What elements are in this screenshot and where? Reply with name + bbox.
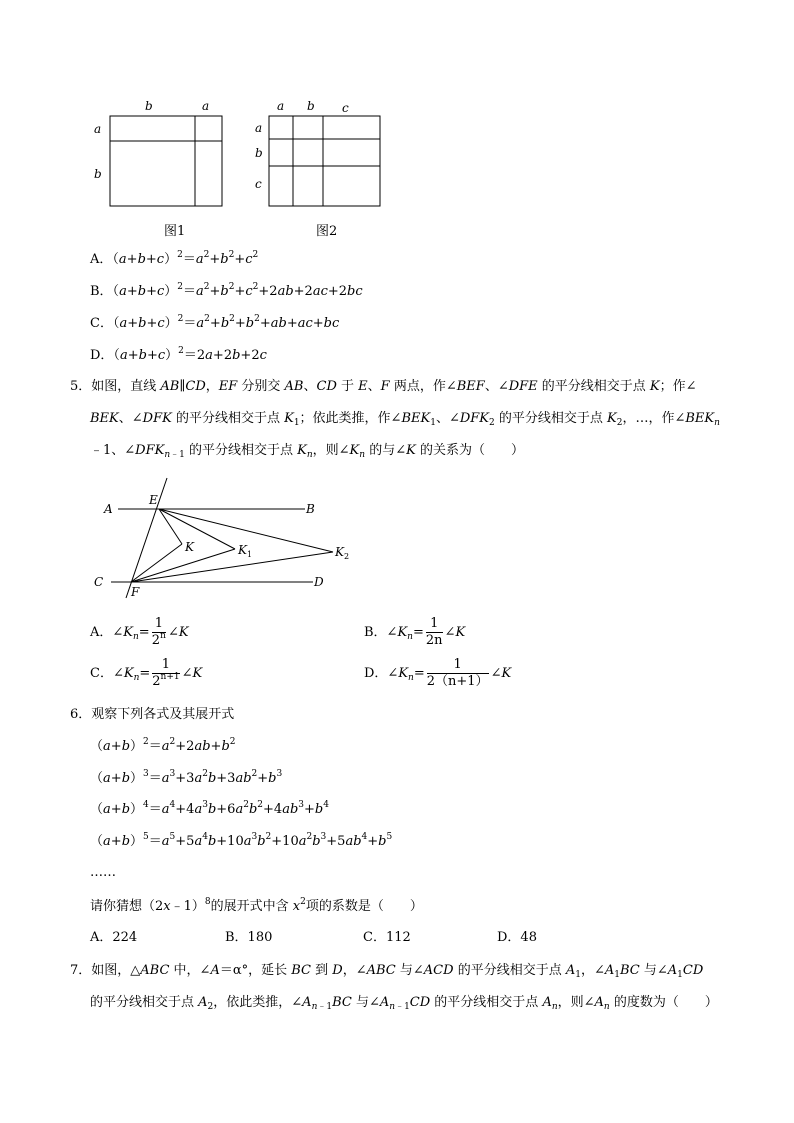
fig1-label-a-left: a xyxy=(94,122,102,136)
fig5-label-f: F xyxy=(131,585,140,599)
figure-1 xyxy=(88,94,238,244)
fig1-outer-rect xyxy=(110,116,222,206)
fig5-label-k2-sub: 2 xyxy=(344,552,350,561)
q6-number: 6． xyxy=(70,707,92,722)
fig2-label-c-left: c xyxy=(255,177,262,191)
q5-option-c: C．$\angle K_n=$ $\frac{1}{2^{n+1}}$ ∠K xyxy=(90,657,203,689)
q5-option-d: D．$\angle K_n=$ $\frac{1}{2(n+1)}$ ∠K xyxy=(364,657,512,689)
fig1-label-a-top: a xyxy=(202,99,210,113)
fig2-label-b-top: b xyxy=(307,99,315,113)
q6-option-a: A．224 xyxy=(90,930,138,945)
q6-option-b: B．180 xyxy=(225,930,273,945)
q5-line-3: ﹣1、$\angle DFK_{n﹣1}$ 的平分线相交于点 $K_n$，则$\angle K_n$ 的与∠K 的关系为（ ） xyxy=(90,443,524,460)
q6-expansion-2: $(a+b)^2=a^2+2ab+b^2$ xyxy=(90,737,236,754)
figure-2 xyxy=(252,94,392,244)
fig1-label-b-left: b xyxy=(94,167,102,181)
fig2-outer-rect xyxy=(269,116,380,206)
fig5-label-k1: K xyxy=(238,543,247,557)
fig2-label-a-left: a xyxy=(255,121,263,135)
q6-title xyxy=(70,706,234,724)
q5-option-a: A．$\angle K_n=$ $\frac{1}{2^n}$ ∠K xyxy=(90,616,189,648)
q5-line-1: 5．如图，直线 AB∥CD，EF 分别交 AB、CD 于 E、F 两点，作∠BEF、∠DFE 的平分线相交于点 K；作∠ xyxy=(70,379,697,394)
fig5-label-k1-sub: 1 xyxy=(247,550,253,559)
q7-line-1: 7．如图，△ABC 中，∠A＝α°，延长 BC 到 D，∠ABC 与∠ACD 的平分线相交于点 $A_1$，$\angle A_1BC$ 与$\angle A_1CD$ xyxy=(70,963,704,980)
q5-option-b: B．$\angle K_n=$ $\frac{1}{2n}$ ∠K xyxy=(364,616,466,648)
q5-line-2: BEK、∠DFK 的平分线相交于点 $K_1$；依此类推，作$\angle BEK_1$、$\angle DFK_2$ 的平分线相交于点 $K_2$，…，作$\angle BEK_n$ xyxy=(90,411,720,428)
q6-expansion-4: $(a+b)^4=a^4+4a^3b+6a^2b^2+4ab^3+b^4$ xyxy=(90,800,329,817)
q7-line-2: 的平分线相交于点 $A_2$，依此类推，$\angle A_{n﹣1}BC$ 与$\angle A_{n﹣1}CD$ 的平分线相交于点 $A_n$，则$\angle A_n$ 的度数为（ ） xyxy=(90,995,718,1012)
fig2-label-a-top: a xyxy=(277,99,285,113)
fig5-label-e: E xyxy=(149,493,158,507)
q6-question: 请你猜想（2x﹣1）$^8$的展开式中含 $x^2$项的系数是（ ） xyxy=(90,897,423,914)
fig5-label-k: K xyxy=(185,540,194,554)
q4-option-b: B．$(a+b+c)^2=a^2+b^2+c^2+2ab+2ac+2bc$ xyxy=(90,282,363,299)
fig2-label-b-left: b xyxy=(255,146,263,160)
q4-option-a: A．$(a+b+c)^2=a^2+b^2+c^2$ xyxy=(90,250,259,267)
q4-option-d: D．$(a+b+c)^2=2a+2b+2c$ xyxy=(90,346,267,363)
q6-title-text: 观察下列各式及其展开式 xyxy=(91,707,235,722)
fig5-label-k2: K xyxy=(335,545,344,559)
q6-dots: …… xyxy=(90,865,116,880)
fig5-label-a: A xyxy=(104,502,113,516)
q6-option-c: C．112 xyxy=(363,930,411,945)
fig5-label-c: C xyxy=(94,575,104,589)
q6-option-d: D．48 xyxy=(497,930,537,945)
q5-figure xyxy=(88,472,358,602)
q6-expansion-5: $(a+b)^5=a^5+5a^4b+10a^3b^2+10a^2b^3+5ab^4+b^5$ xyxy=(90,832,393,849)
q6-expansion-3: $(a+b)^3=a^3+3a^2b+3ab^2+b^3$ xyxy=(90,769,283,786)
fig5-label-d: D xyxy=(314,575,324,589)
fig2-caption: 图2 xyxy=(316,224,338,239)
fig1-label-b-top: b xyxy=(145,99,153,113)
q4-option-c: C．$(a+b+c)^2=a^2+b^2+b^2+ab+ac+bc$ xyxy=(90,314,340,331)
fig1-caption: 图1 xyxy=(164,224,186,239)
fig5-label-b: B xyxy=(306,502,315,516)
fig2-label-c-top: c xyxy=(342,101,349,115)
